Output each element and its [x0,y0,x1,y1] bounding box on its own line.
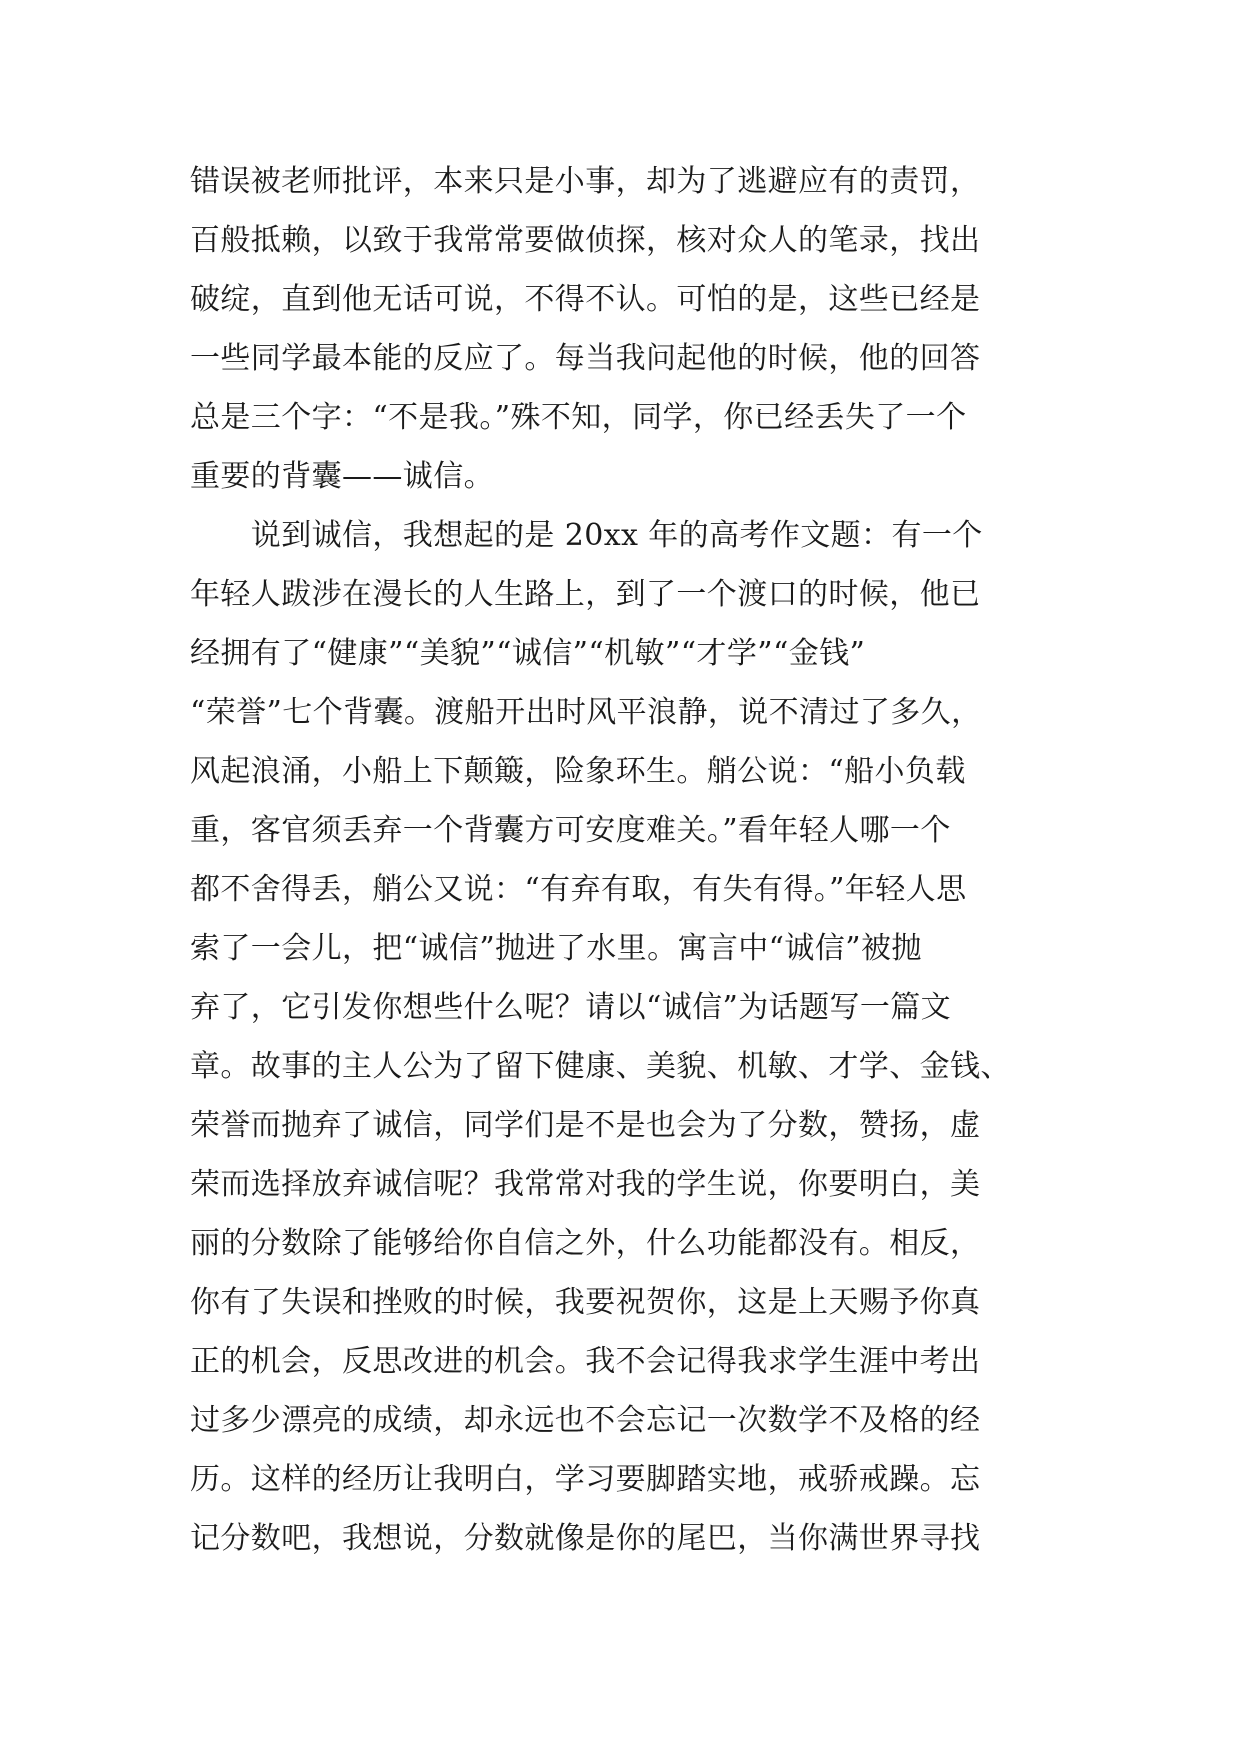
text-line: 经拥有了“健康”“美貌”“诚信”“机敏”“才学”“金钱” [190,636,866,671]
text-line: 记分数吧，我想说，分数就像是你的尾巴，当你满世界寻找 [190,1521,981,1556]
text-line: 一些同学最本能的反应了。每当我问起他的时候，他的回答 [190,341,981,376]
text-line: 丽的分数除了能够给你自信之外，什么功能都没有。相反， [190,1226,981,1261]
text-line: 荣誉而抛弃了诚信，同学们是不是也会为了分数，赞扬，虚 [190,1108,981,1143]
text-line: 风起浪涌，小船上下颠簸，险象环生。艄公说：“船小负载 [190,754,966,789]
text-line: 错误被老师批评，本来只是小事，却为了逃避应有的责罚， [190,164,981,199]
body-text [190,152,1060,1568]
text-line: 历。这样的经历让我明白，学习要脚踏实地，戒骄戒躁。忘 [190,1462,981,1497]
text-line: 百般抵赖，以致于我常常要做侦探，核对众人的笔录，找出 [190,223,981,258]
text-line: 章。故事的主人公为了留下健康、美貌、机敏、才学、金钱、 [190,1049,1011,1084]
text-line: “荣誉”七个背囊。渡船开出时风平浪静，说不清过了多久， [190,695,982,730]
text-line: 都不舍得丢，艄公又说：“有弃有取，有失有得。”年轻人思 [190,872,967,907]
text-line: 说到诚信，我想起的是 20xx 年的高考作文题：有一个 [190,518,983,553]
text-line: 弃了，它引发你想些什么呢？请以“诚信”为话题写一篇文 [190,990,952,1025]
text-line: 破绽，直到他无话可说，不得不认。可怕的是，这些已经是 [190,282,981,317]
text-line: 重要的背囊——诚信。 [190,459,494,494]
text-line: 过多少漂亮的成绩，却永远也不会忘记一次数学不及格的经 [190,1403,981,1438]
text-line: 年轻人跋涉在漫长的人生路上，到了一个渡口的时候，他已 [190,577,981,612]
text-line: 荣而选择放弃诚信呢？我常常对我的学生说，你要明白，美 [190,1167,981,1202]
text-line: 重，客官须丢弃一个背囊方可安度难关。”看年轻人哪一个 [190,813,951,848]
text-line: 你有了失误和挫败的时候，我要祝贺你，这是上天赐予你真 [190,1285,981,1320]
text-line: 正的机会，反思改进的机会。我不会记得我求学生涯中考出 [190,1344,981,1379]
text-line: 索了一会儿，把“诚信”抛进了水里。寓言中“诚信”被抛 [190,931,922,966]
text-line: 总是三个字：“不是我。”殊不知，同学，你已经丢失了一个 [190,400,967,435]
